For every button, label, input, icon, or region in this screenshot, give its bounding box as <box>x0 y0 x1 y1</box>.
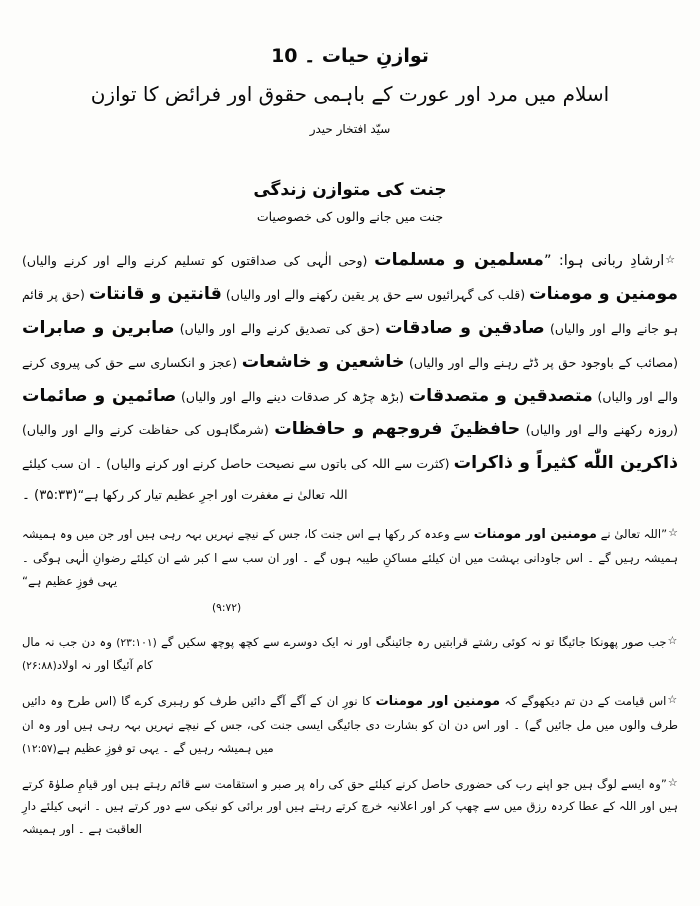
p1-gloss-5: (مصائب کے باوجود حق پر ڈٹے رہنے والے اور والیاں) <box>404 354 679 370</box>
p1-term-3: قانتین و قانتات <box>88 283 222 304</box>
p1-term-8: صائمین و صائمات <box>22 385 177 406</box>
p1-gloss-2: (قلب کی گہرائیوں سے حق پر یقین رکھنے والے اور والیاں) <box>221 286 530 302</box>
paragraph-2 <box>22 522 678 593</box>
p4-text-2: کا نورِ ان کے آگے آگے دائیں طرف کو رہبری کرے گا (اس طرح وہ دائیں طرف والوں میں مل جائیں گے) ۔ اور اس دن ان کو بشارت دی جائیگی ایسی جنت کی، جس کے نیچے نہریں بہہ رہی ہیں اور وہ ان میں ہمیشہ رہیں گے ۔ یہی تو فوزِ عظیم ہے <box>22 693 678 755</box>
p1-gloss-9: (شرمگاہوں کی حفاظت کرنے والے اور والیاں) <box>22 422 275 438</box>
paragraph-3 <box>22 630 678 677</box>
paragraph-5 <box>22 772 678 841</box>
page-title: اسلام میں مرد اور عورت کے باہمی حقوق اور فرائض کا توازن <box>90 81 610 106</box>
p1-gloss-1: (وحی الٰہی کی صداقتوں کو تسلیم کرنے والے اور کرنے والیاں) <box>22 252 375 268</box>
p2-text-1: اللہ تعالیٰ نے <box>596 526 662 541</box>
p1-gloss-7: (بڑھ چڑھ کر صدقات دینے والے اور والیاں) <box>176 388 409 404</box>
p1-gloss-6: (عجز و انکساری سے حق کی پیروی کرنے والے اور والیاں) <box>22 354 678 404</box>
p2-text-2: سے وعدہ کر رکھا ہے اس جنت کا، جس کے نیچے نہریں بہہ رہی ہیں اور جن میں وہ ہمیشہ ہمیشہ رہیں گے ۔ اس جاودانی بہشت میں ان کیلئے مساکنِ طیبہ ہوں گے ۔ اور ان سب سے ا کبر شے ان کیلئے رضوانِ الٰہی ہوگی ۔ یہی فوزِ عظیم ہے“ <box>22 526 678 588</box>
star-bullet-icon: ☆ <box>667 775 678 789</box>
p3-reference: (۲۶:۸۸) <box>22 659 57 673</box>
p4-text-1: اس قیامت کے دن تم دیکھوگے کہ <box>500 693 667 708</box>
paragraph-1 <box>22 244 678 510</box>
author-byline: سیّد افتخار حیدر <box>309 121 391 136</box>
p3-text-1: جب صور پھونکا جائیگا تو نہ کوئی رشتے قرابتیں رہ جائینگی اور نہ ایک دوسرے سے کچھ پوچھ سکیں گے <box>156 635 667 650</box>
p1-term-9: حافظینَ فروجھم و حافظات <box>274 419 521 440</box>
section-header <box>0 179 700 225</box>
p4-term-1: مومنین اور مومنات <box>375 693 501 709</box>
star-bullet-icon: ☆ <box>667 692 678 706</box>
document-body <box>22 244 678 841</box>
p4-reference: (۱۲:۵۷) <box>22 741 57 755</box>
p3-text-2: وہ دن جب نہ مال کام آئیگا اور نہ اولاد <box>22 635 153 673</box>
paragraph-4 <box>22 689 678 760</box>
p1-gloss-4: (حق کی تصدیق کرنے والے اور والیاں) <box>174 320 386 336</box>
section-heading: جنت کی متوازن زندگی <box>253 180 447 201</box>
p1-quote-open: ” <box>543 252 552 269</box>
p1-intro: ارشادِ ربانی ہوا: <box>551 252 665 269</box>
p1-gloss-10: (کثرت سے اللہ کی باتوں سے نصیحت حاصل کرنے اور کرنے والیاں) ۔ ان سب کیلئے اللہ تعالیٰ نے مغفرت اور اجرِ عظیم تیار کر رکھا ہے“ <box>22 456 454 503</box>
p2-reference: (۹:۷۲) <box>212 601 242 615</box>
paragraph-2-reference-line <box>22 596 678 618</box>
star-bullet-icon: ☆ <box>665 252 678 266</box>
p1-gloss-8: (روزہ رکھنے والے اور والیاں) <box>520 422 678 438</box>
p1-term-6: خاشعین و خاشعات <box>241 351 405 372</box>
p1-term-2: مومنین و مومنات <box>529 283 679 304</box>
section-subheading: جنت میں جانے والوں کی خصوصیات <box>256 209 444 225</box>
p1-term-1: مسلمین و مسلمات <box>374 249 544 270</box>
p5-text-1: وہ ایسے لوگ ہیں جو اپنے رب کی حضوری حاصل کرنے کیلئے حق کی راہ پر صبر و استقامت سے قائم رہتے ہیں اور قیامِ صلوٰۃ کرتے ہیں اور اللہ کے عطا کردہ رزق میں سے چھپ کر اور اعلانیہ خرچ کرتے رہتے ہیں اور برائی کو نیکی سے دور کرتے ہیں ۔ انہی کیلئے دارِ العاقبت ہے ۔ اور ہمیشہ <box>22 776 678 836</box>
p3-reference-inline: (۲۳:۱۰۱) <box>116 636 157 650</box>
p2-quote-open: ” <box>661 526 668 541</box>
star-bullet-icon: ☆ <box>668 525 679 539</box>
series-title: توازنِ حیات ۔ 10 <box>271 45 429 67</box>
document-header <box>0 0 700 137</box>
p1-term-7: متصدقین و متصدقات <box>408 385 593 406</box>
p5-quote-open: ” <box>660 776 667 791</box>
star-bullet-icon: ☆ <box>667 634 678 648</box>
p1-gloss-3: (حق پر قائم ہو جانے والے اور والیاں) <box>22 286 678 336</box>
p1-reference: (۳۵:۳۳) ۔ <box>22 488 78 504</box>
p1-term-5: صابرین و صابرات <box>22 317 175 338</box>
p2-term-1: مومنین اور مومنات <box>473 526 597 542</box>
p1-term-4: صادقین و صادقات <box>385 317 545 338</box>
p1-term-10: ذاکرین اللّٰه کثیراً و ذاکرات <box>453 453 678 474</box>
